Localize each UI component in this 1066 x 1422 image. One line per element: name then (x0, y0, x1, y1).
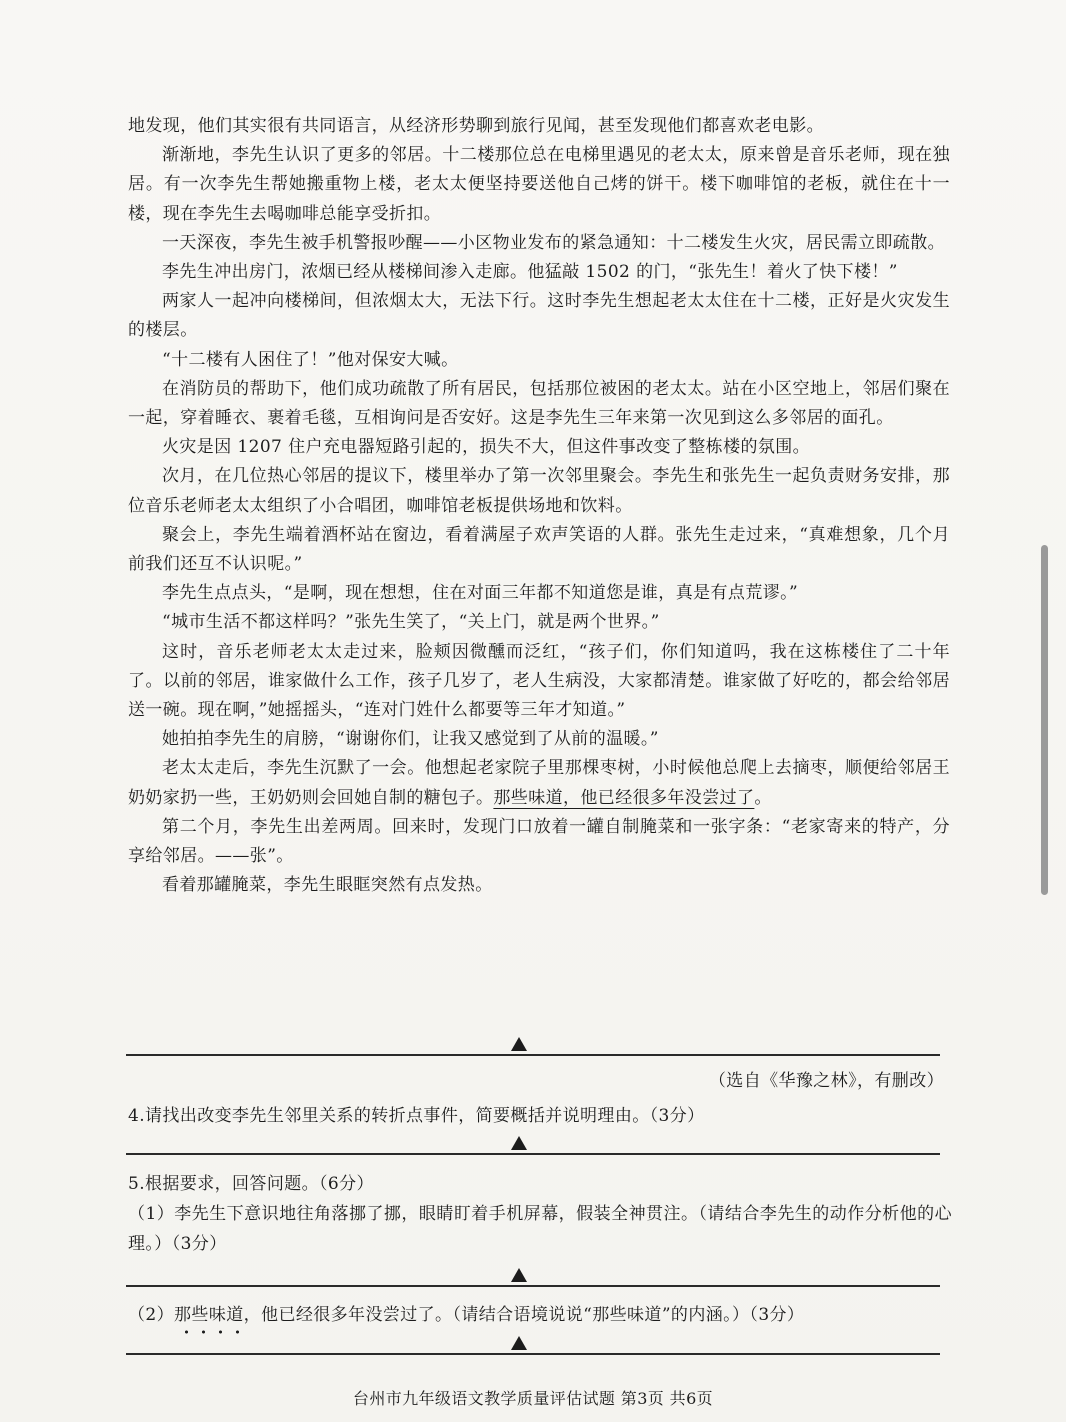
source-citation: （选自《华豫之林》，有删改） (708, 1071, 944, 1091)
passage-paragraph: 渐渐地，李先生认识了更多的邻居。十二楼那位总在电梯里遇见的老太太，原来曾是音乐老师，现在独居。有一次李先生帮她搬重物上楼，老太太便坚持要送他自己烤的饼干。楼下咖啡馆的老板，就住在十一楼，现在李先生去喝咖啡总能享受折扣。 (128, 145, 950, 224)
passage-paragraph: 聚会上，李先生端着酒杯站在窗边，看着满屋子欢声笑语的人群。张先生走过来，“真难想象，几个月前我们还互不认识呢。” (128, 524, 950, 575)
reading-passage (128, 112, 950, 900)
question-number: （2） (128, 1305, 175, 1325)
passage-paragraph-underlined (128, 754, 950, 812)
passage-paragraph: 次月，在几位热心邻居的提议下，楼里举办了第一次邻里聚会。李先生和张先生一起负责财务安排，那位音乐老师老太太组织了小合唱团，咖啡馆老板提供场地和饮料。 (128, 466, 950, 516)
passage-paragraph: 火灾是因 1207 住户充电器短路引起的，损失不大，但这件事改变了整栋楼的氛围。 (162, 437, 811, 458)
answer-line (126, 1353, 940, 1355)
emphasis-dots (174, 1329, 244, 1335)
passage-paragraph: 李先生冲出房门，浓烟已经从楼梯间渗入走廊。他猛敲 1502 的门，“张先生！着火了快下楼！” (162, 262, 898, 283)
passage-paragraph: 两家人一起冲向楼梯间，但浓烟太大，无法下行。这时李先生想起老太太住在十二楼，正好是火灾发生的楼层。 (128, 291, 950, 341)
passage-paragraph: “城市生活不都这样吗？”张先生笑了，“关上门，就是两个世界。” (162, 612, 660, 633)
passage-paragraph: 一天深夜，李先生被手机警报吵醒——小区物业发布的紧急通知：十二楼发生火灾，居民需立即疏散。 (162, 232, 945, 253)
answer-line (126, 1153, 940, 1155)
question-text: ，他已经很多年没尝过了。（请结合语境说说“那些味道”的内涵。）（3分） (243, 1305, 805, 1325)
scrollbar-thumb[interactable] (1041, 545, 1048, 895)
triangle-marker-icon (511, 1268, 527, 1282)
answer-area-q5-2[interactable] (126, 1336, 940, 1360)
passage-paragraph: 地发现，他们其实很有共同语言，从经济形势聊到旅行见闻，甚至发现他们都喜欢老电影。 (128, 116, 824, 136)
passage-paragraph: 第二个月，李先生出差两周。回来时，发现门口放着一罐自制腌菜和一张字条：“老家寄来的特产，分享给邻居。——张”。 (128, 816, 950, 867)
question-5-2 (128, 1300, 952, 1330)
paragraph-text: 。 (754, 787, 772, 808)
triangle-marker-icon (511, 1336, 527, 1350)
answer-area-q5-1[interactable] (126, 1268, 940, 1292)
question-5: 5.根据要求，回答问题。（6分） (128, 1174, 374, 1194)
page-footer: 台州市九年级语文教学质量评估试题 第3页 共6页 (352, 1389, 714, 1408)
triangle-marker-icon (511, 1037, 527, 1051)
passage-paragraph: 这时，音乐老师老太太走过来，脸颊因微醺而泛红，“孩子们，你们知道吗，我在这栋楼住了二十年了。以前的邻居，谁家做什么工作，孩子几岁了，老人生病没，大家都清楚。谁家做了好吃的，都会给邻居送一碗。现在啊，”她摇摇头，“连对门姓什么都要等三年才知道。” (128, 641, 950, 721)
answer-line (126, 1054, 940, 1056)
passage-paragraph: “十二楼有人困住了！”他对保安大喊。 (162, 349, 459, 370)
passage-paragraph: 她拍拍李先生的肩膀，“谢谢你们，让我又感觉到了从前的温暖。” (162, 729, 659, 750)
answer-area-q4[interactable] (126, 1136, 940, 1160)
emphasized-phrase-text: 那些味道 (174, 1305, 244, 1325)
paragraph-text: 老太太走后，李先生沉默了一会。他想起老家院子里那棵枣树，小时候他总爬上去摘枣，顺便给邻居王奶奶家扔一些，王奶奶则会回她自制的糖包子。 (128, 758, 950, 808)
passage-paragraph: 看着那罐腌菜，李先生眼眶突然有点发热。 (162, 875, 493, 896)
answer-area-1[interactable] (126, 1037, 940, 1061)
question-5-1: （1）李先生下意识地往角落挪了挪，眼睛盯着手机屏幕，假装全神贯注。（请结合李先生的动作分析他的心理。）（3分） (128, 1204, 952, 1254)
triangle-marker-icon (511, 1136, 527, 1150)
question-4: 4.请找出改变李先生邻里关系的转折点事件，简要概括并说明理由。（3分） (128, 1106, 705, 1126)
emphasized-phrase (174, 1305, 244, 1325)
answer-line (126, 1285, 940, 1287)
passage-paragraph: 在消防员的帮助下，他们成功疏散了所有居民，包括那位被困的老太太。站在小区空地上，邻居们聚在一起，穿着睡衣、裹着毛毯，互相询问是否安好。这是李先生三年来第一次见到这么多邻居的面孔。 (128, 378, 950, 429)
passage-paragraph: 李先生点点头，“是啊，现在想想，住在对面三年都不知道您是谁，真是有点荒谬。” (162, 583, 799, 604)
underlined-sentence: 那些味道，他已经很多年没尝过了 (493, 787, 755, 808)
